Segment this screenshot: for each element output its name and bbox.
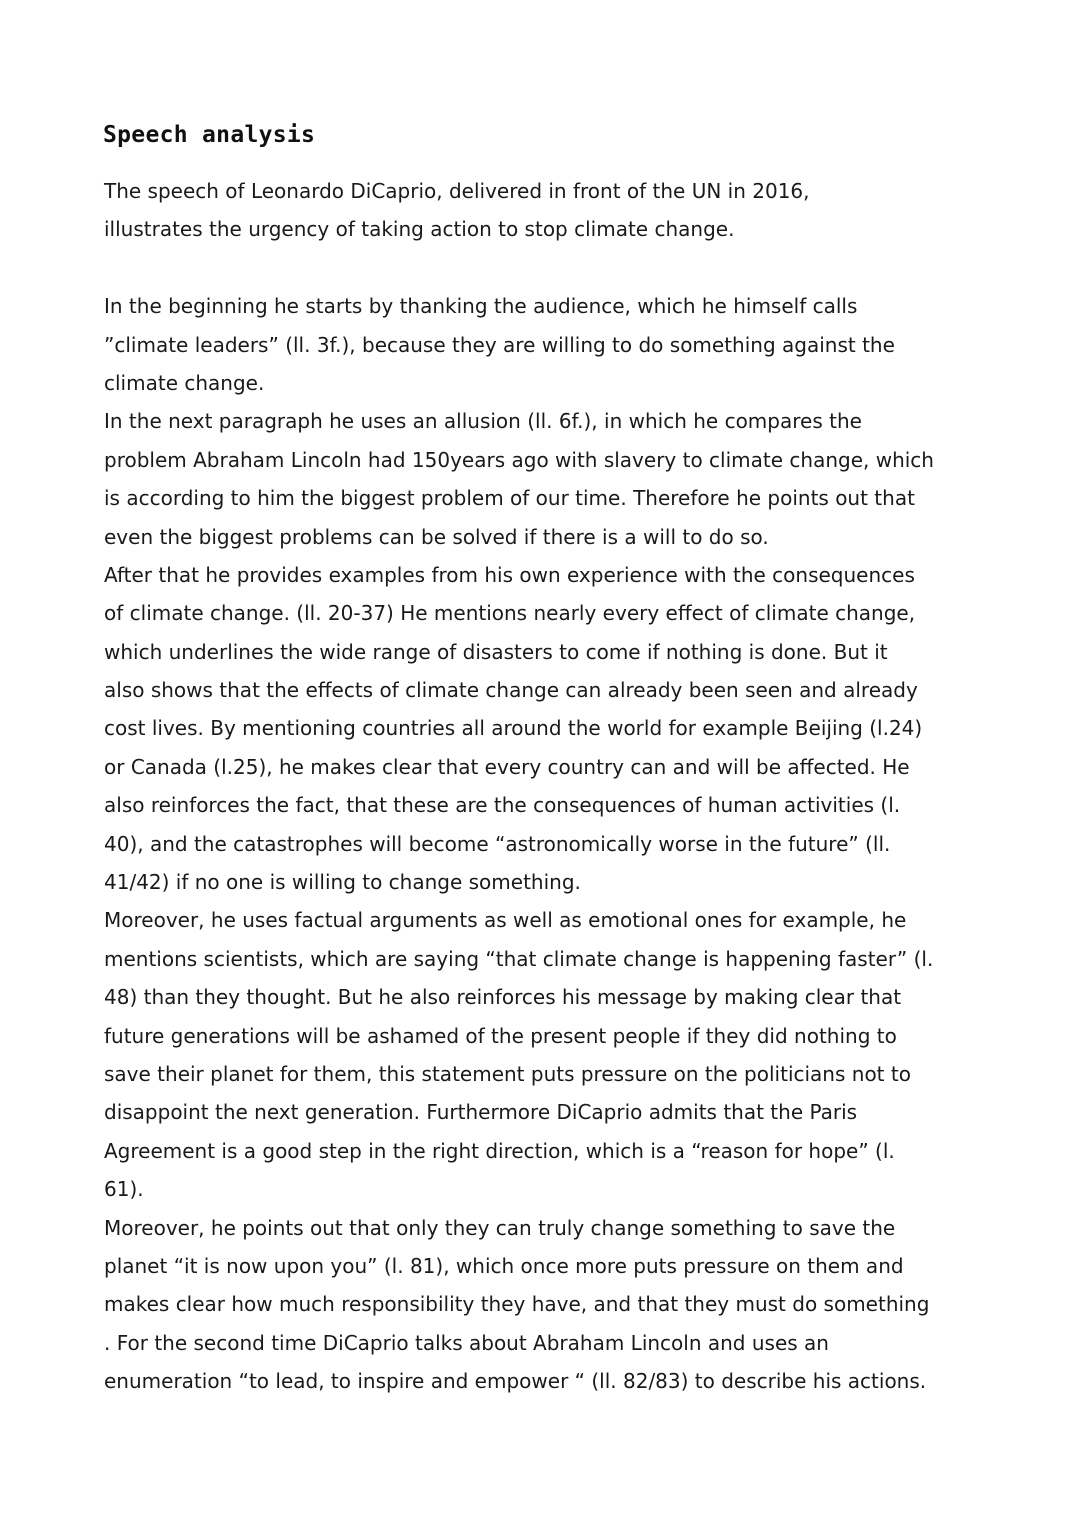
- body-line: even the biggest problems can be solved if there is a will to do so.: [104, 524, 769, 549]
- body-line: After that he provides examples from his own experience with the consequences: [104, 562, 915, 587]
- body-line: problem Abraham Lincoln had 150years ago with slavery to climate change, which: [104, 447, 934, 472]
- body-line: save their planet for them, this statement puts pressure on the politicians not to: [104, 1061, 911, 1086]
- body-line: 40), and the catastrophes will become “astronomically worse in the future” (ll.: [104, 831, 891, 856]
- body-line: Moreover, he uses factual arguments as well as emotional ones for example, he: [104, 908, 907, 933]
- body-line: In the beginning he starts by thanking the audience, which he himself calls: [104, 294, 858, 319]
- body-line: 48) than they thought. But he also reinforces his message by making clear that: [104, 985, 902, 1010]
- intro-line: The speech of Leonardo DiCaprio, delivered in front of the UN in 2016,: [104, 179, 810, 203]
- intro-line: illustrates the urgency of taking action to stop climate change.: [104, 217, 735, 242]
- body-line: is according to him the biggest problem of our time. Therefore he points out that: [104, 486, 915, 511]
- body-line: planet “it is now upon you” (l. 81), which once more puts pressure on them and: [104, 1253, 904, 1278]
- body-line: of climate change. (ll. 20-37) He mentions nearly every effect of climate change,: [104, 601, 916, 626]
- body-line: also shows that the effects of climate change can already been seen and already: [104, 678, 918, 703]
- paragraph-spacer: [104, 249, 984, 287]
- body-line: Agreement is a good step in the right direction, which is a “reason for hope” (l.: [104, 1138, 895, 1163]
- body-line: which underlines the wide range of disasters to come if nothing is done. But it: [104, 639, 888, 664]
- body-line: 61).: [104, 1177, 144, 1202]
- body-line: or Canada (l.25), he makes clear that every country can and will be affected. He: [104, 754, 910, 779]
- body-line: . For the second time DiCaprio talks about Abraham Lincoln and uses an: [104, 1330, 829, 1355]
- body-line: mentions scientists, which are saying “that climate change is happening faster” (l.: [104, 946, 934, 971]
- body-line: Moreover, he points out that only they can truly change something to save the: [104, 1215, 896, 1240]
- body-line: cost lives. By mentioning countries all around the world for example Beijing (l.24): [104, 716, 923, 741]
- body-line: In the next paragraph he uses an allusion (ll. 6f.), in which he compares the: [104, 409, 862, 434]
- document-title: Speech analysis: [103, 122, 316, 148]
- body-line: makes clear how much responsibility they have, and that they must do something: [104, 1292, 930, 1317]
- body-line: also reinforces the fact, that these are the consequences of human activities (l.: [104, 793, 901, 818]
- body-line: enumeration “to lead, to inspire and empower “ (ll. 82/83) to describe his actions.: [104, 1369, 927, 1394]
- body-line: future generations will be ashamed of the present people if they did nothing to: [104, 1023, 897, 1048]
- body-line: 41/42) if no one is willing to change something.: [104, 870, 581, 895]
- body-line: climate change.: [104, 370, 265, 395]
- body-line: disappoint the next generation. Furthermore DiCaprio admits that the Paris: [104, 1100, 858, 1125]
- body-line: ”climate leaders” (ll. 3f.), because they are willing to do something against the: [104, 332, 895, 357]
- document-body: [104, 172, 984, 1401]
